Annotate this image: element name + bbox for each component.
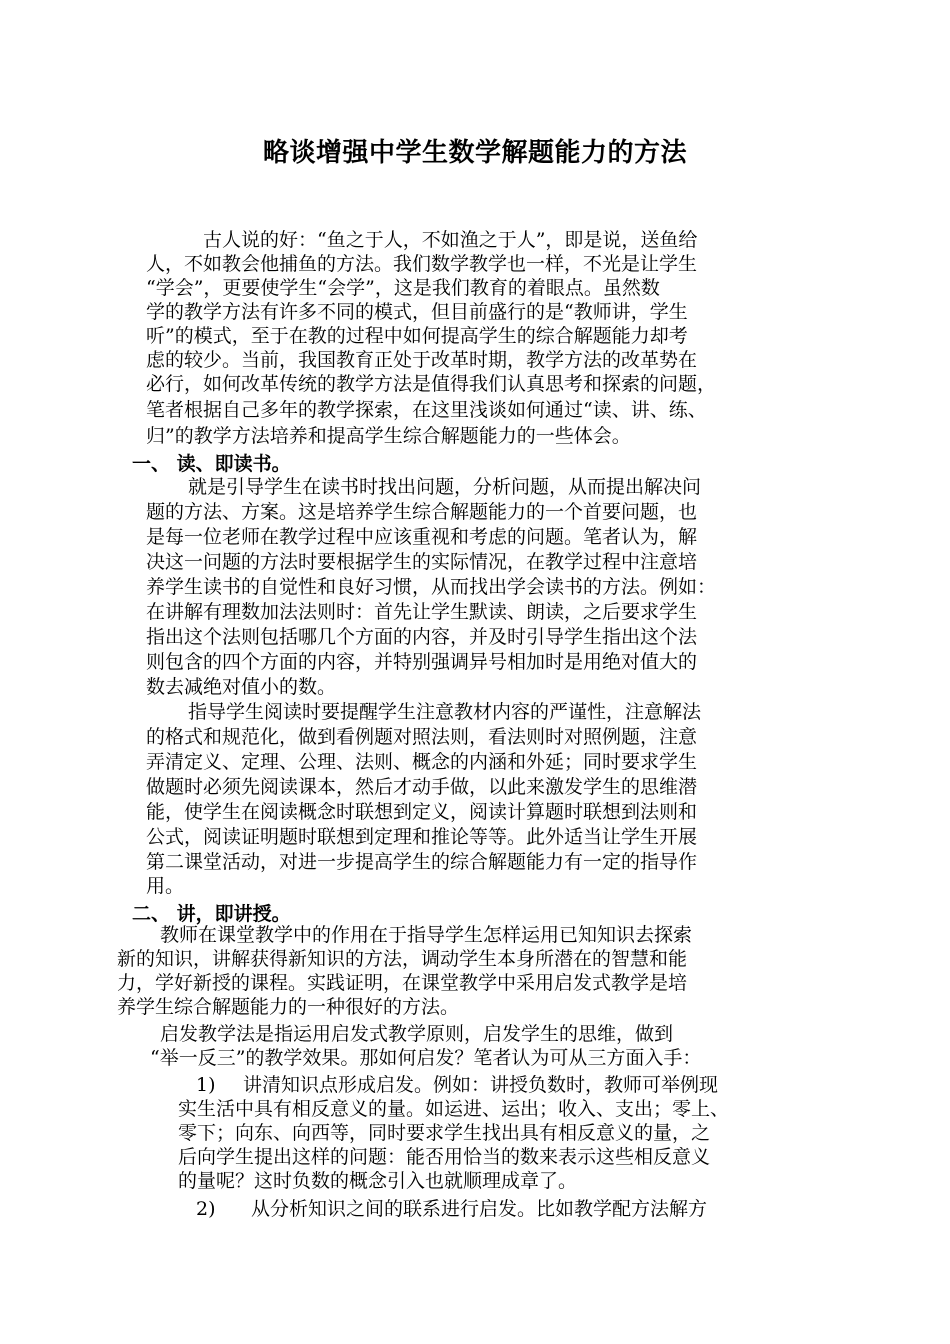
section1-line: 公式，阅读证明题时联想到定理和推论等等。此外适当让学生开展 <box>146 826 698 848</box>
list-item-line: 从分析知识之间的联系进行启发。比如教学配方法解方 <box>251 1198 708 1220</box>
section1-line: 能，使学生在阅读概念时联想到定义，阅读计算题时联想到法则和 <box>146 801 698 823</box>
section1-line: 用。 <box>146 875 185 897</box>
section-heading-read: 一、 读、即读书。 <box>132 453 291 475</box>
section2-line: 新的知识，讲解获得新知识的方法，调动学生本身所潜在的智慧和能 <box>117 948 688 970</box>
section1-line: 指导学生阅读时要提醒学生注意教材内容的严谨性，注意解法 <box>188 701 702 723</box>
section1-line: 则包含的四个方面的内容，并特别强调异号相加时是用绝对值大的 <box>146 651 698 673</box>
section2-line: “举一反三”的教学效果。那如何启发？笔者认为可从三方面入手： <box>150 1047 702 1069</box>
list-item-number: 2) <box>196 1198 216 1220</box>
section1-line: 题的方法、方案。这是培养学生综合解题能力的一个首要问题，也 <box>146 501 698 523</box>
intro-line: 归”的教学方法培养和提高学生综合解题能力的一些体会。 <box>146 425 631 447</box>
section1-line: 养学生读书的自觉性和良好习惯，从而找出学会读书的方法。例如： <box>146 576 717 598</box>
section2-line: 启发教学法是指运用启发式教学原则，启发学生的思维，做到 <box>160 1023 674 1045</box>
section1-line: 决这一问题的方法时要根据学生的实际情况，在教学过程中注意培 <box>146 551 698 573</box>
section1-line: 指出这个法则包括哪几个方面的内容，并及时引导学生指出这个法 <box>146 626 698 648</box>
section1-line: 的格式和规范化，做到看例题对照法则，看法则时对照例题，注意 <box>146 726 698 748</box>
section1-line: 做题时必须先阅读课本，然后才动手做，以此来激发学生的思维潜 <box>146 776 698 798</box>
section1-line: 弄清定义、定理、公理、法则、概念的内涵和外延；同时要求学生 <box>146 751 698 773</box>
section2-line: 教师在课堂教学中的作用在于指导学生怎样运用已知知识去探索 <box>160 924 693 946</box>
list-item-line: 零下；向东、向西等，同时要求学生找出具有相反意义的量，之 <box>178 1122 711 1144</box>
intro-line: 古人说的好：“鱼之于人，不如渔之于人”，即是说，送鱼给 <box>203 229 698 251</box>
section1-line: 第二课堂活动，对进一步提高学生的综合解题能力有一定的指导作 <box>146 851 698 873</box>
intro-line: 学的教学方法有许多不同的模式，但目前盛行的是“教师讲，学生 <box>146 301 688 323</box>
intro-line: 听”的模式，至于在教的过程中如何提高学生的综合解题能力却考 <box>146 325 688 347</box>
section-heading-lecture: 二、 讲，即讲授。 <box>132 903 291 925</box>
document-title: 略谈增强中学生数学解题能力的方法 <box>262 138 687 168</box>
intro-line: 笔者根据自己多年的教学探索，在这里浅谈如何通过“读、讲、练、 <box>146 399 707 421</box>
section1-line: 就是引导学生在读书时找出问题，分析问题，从而提出解决问 <box>188 476 702 498</box>
list-item-number: 1) <box>196 1074 216 1096</box>
section2-line: 力，学好新授的课程。实践证明，在课堂教学中采用启发式教学是培 <box>117 972 688 994</box>
list-item-line: 讲清知识点形成启发。例如：讲授负数时，教师可举例现 <box>243 1074 719 1096</box>
section2-line: 养学生综合解题能力的一种很好的方法。 <box>117 996 460 1018</box>
section1-line: 是每一位老师在教学过程中应该重视和考虑的问题。笔者认为，解 <box>146 526 698 548</box>
list-item-line: 后向学生提出这样的问题：能否用恰当的数来表示这些相反意义 <box>178 1146 711 1168</box>
intro-line: 虑的较少。当前，我国教育正处于改革时期，教学方法的改革势在 <box>146 349 698 371</box>
intro-line: 必行，如何改革传统的教学方法是值得我们认真思考和探索的问题， <box>146 373 717 395</box>
section1-line: 数去减绝对值小的数。 <box>146 676 337 698</box>
intro-line: 人，不如教会他捕鱼的方法。我们数学教学也一样，不光是让学生 <box>146 253 698 275</box>
intro-line: “学会”，更要使学生“会学”，这是我们教育的着眼点。虽然数 <box>146 277 660 299</box>
section1-line: 在讲解有理数加法法则时：首先让学生默读、朗读，之后要求学生 <box>146 601 698 623</box>
list-item-line: 的量呢？这时负数的概念引入也就顺理成章了。 <box>178 1170 578 1192</box>
list-item-line: 实生活中具有相反意义的量。如运进、运出；收入、支出；零上、 <box>178 1098 730 1120</box>
